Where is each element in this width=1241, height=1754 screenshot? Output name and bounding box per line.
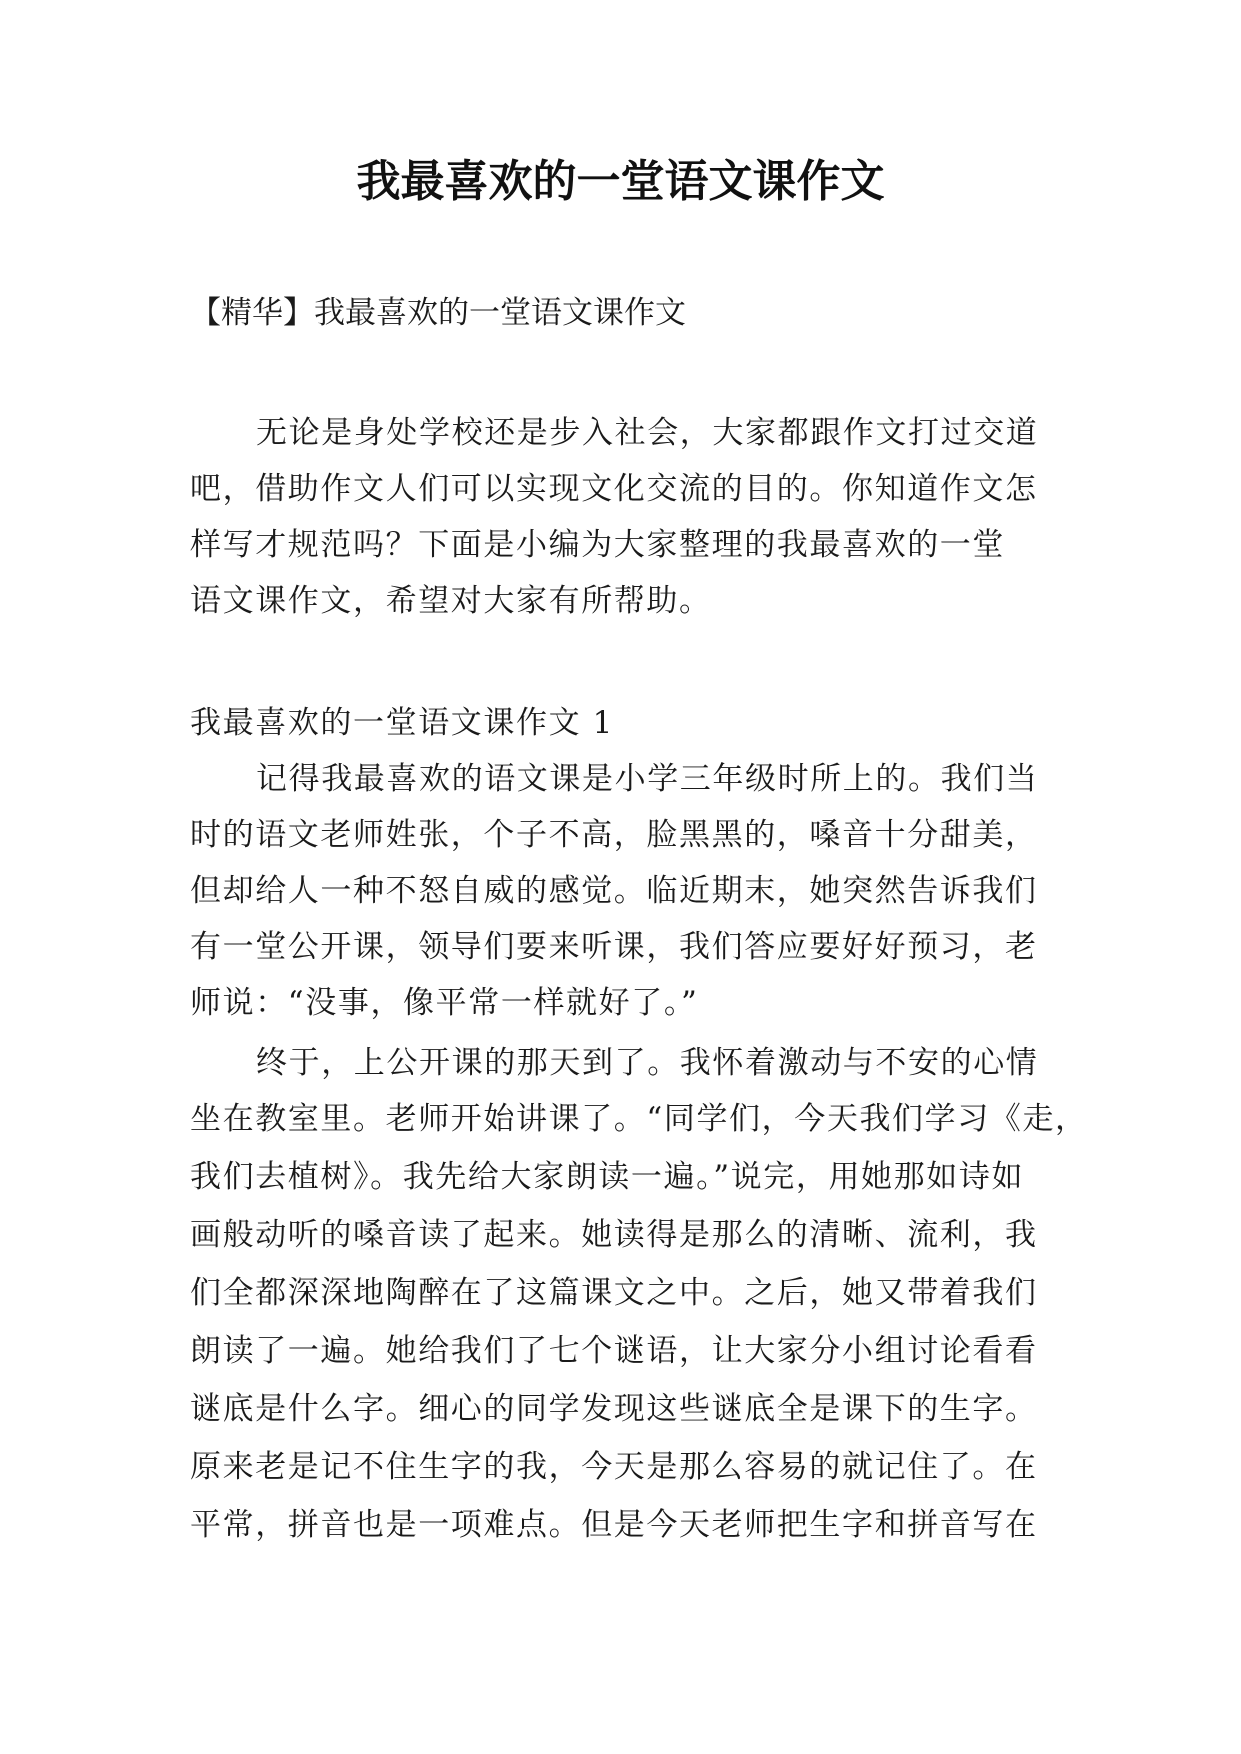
paragraph2-line: 我们去植树》。我先给大家朗读一遍。”说完，用她那如诗如 bbox=[190, 1159, 1025, 1195]
paragraph2-line: 们全都深深地陶醉在了这篇课文之中。之后，她又带着我们 bbox=[190, 1275, 1038, 1311]
paragraph2-line: 原来老是记不住生字的我，今天是那么容易的就记住了。在 bbox=[190, 1449, 1038, 1485]
document-title: 我最喜欢的一堂语文课作文 bbox=[356, 156, 885, 207]
paragraph2-line: 朗读了一遍。她给我们了七个谜语，让大家分小组讨论看看 bbox=[190, 1333, 1038, 1369]
paragraph2-line: 坐在教室里。老师开始讲课了。“同学们，今天我们学习《走， bbox=[190, 1101, 1088, 1137]
paragraph2-line: 画般动听的嗓音读了起来。她读得是那么的清晰、流利，我 bbox=[190, 1217, 1038, 1253]
section-heading: 我最喜欢的一堂语文课作文 1 bbox=[190, 705, 614, 741]
intro-line: 语文课作文，希望对大家有所帮助。 bbox=[190, 583, 712, 619]
paragraph2-line: 平常，拼音也是一项难点。但是今天老师把生字和拼音写在 bbox=[190, 1507, 1038, 1543]
paragraph1-line: 师说：“没事，像平常一样就好了。” bbox=[190, 985, 699, 1021]
paragraph1-line: 有一堂公开课，领导们要来听课，我们答应要好好预习，老 bbox=[190, 929, 1038, 965]
intro-line: 样写才规范吗？下面是小编为大家整理的我最喜欢的一堂 bbox=[190, 527, 1005, 563]
intro-line: 吧，借助作文人们可以实现文化交流的目的。你知道作文怎 bbox=[190, 471, 1038, 507]
paragraph1-line: 但却给人一种不怒自威的感觉。临近期末，她突然告诉我们 bbox=[190, 873, 1038, 909]
document-subtitle: 【精华】我最喜欢的一堂语文课作文 bbox=[190, 295, 686, 331]
paragraph1-line: 记得我最喜欢的语文课是小学三年级时所上的。我们当 bbox=[256, 761, 1039, 797]
paragraph2-line: 终于，上公开课的那天到了。我怀着激动与不安的心情 bbox=[256, 1045, 1039, 1081]
paragraph1-line: 时的语文老师姓张，个子不高，脸黑黑的，嗓音十分甜美， bbox=[190, 817, 1038, 853]
intro-line: 无论是身处学校还是步入社会，大家都跟作文打过交道 bbox=[256, 415, 1039, 451]
paragraph2-line: 谜底是什么字。细心的同学发现这些谜底全是课下的生字。 bbox=[190, 1391, 1038, 1427]
